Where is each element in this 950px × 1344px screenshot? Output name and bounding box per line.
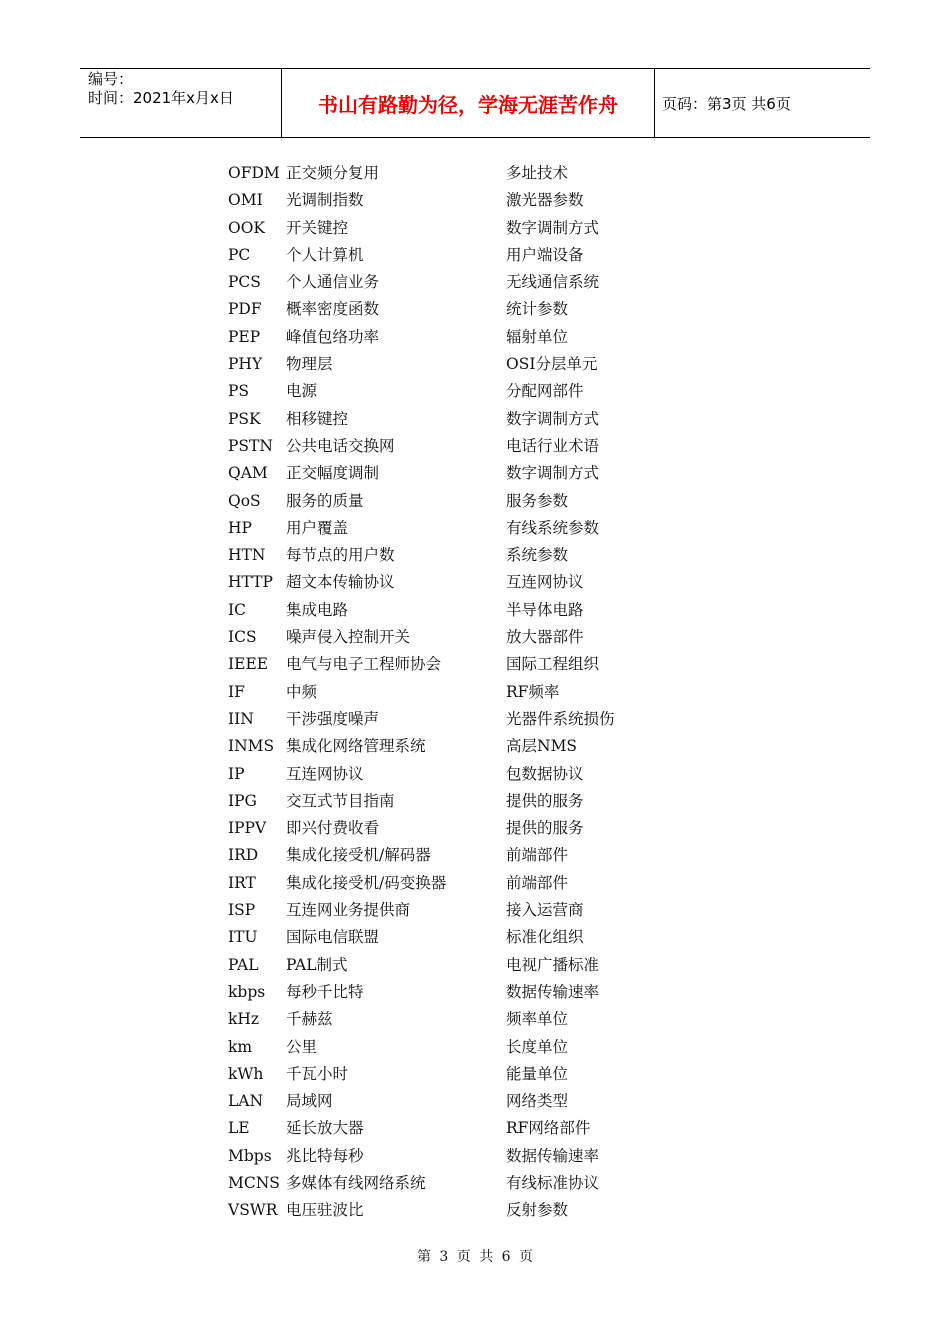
document-time-label: 时间：2021年x月x日: [88, 89, 234, 107]
abbreviation-cell: IIN: [228, 709, 254, 728]
full-name-cell: 集成化接受机/解码器: [286, 846, 431, 865]
abbreviation-cell: OMI: [228, 191, 263, 210]
abbreviation-cell: km: [228, 1037, 253, 1056]
abbreviation-cell: IRT: [228, 873, 256, 892]
category-cell: 包数据协议: [506, 764, 584, 783]
abbreviation-cell: PDF: [228, 300, 262, 319]
abbreviation-cell: PC: [228, 245, 251, 264]
full-name-cell: 多媒体有线网络系统: [286, 1173, 426, 1192]
category-cell: 网络类型: [506, 1092, 569, 1111]
category-cell: 数据传输速率: [506, 1146, 600, 1165]
category-cell: 接入运营商: [506, 901, 584, 920]
full-name-cell: 电气与电子工程师协会: [286, 655, 442, 674]
full-name-cell: 物理层: [286, 355, 333, 374]
full-name-cell: 每节点的用户数: [286, 546, 395, 565]
full-name-cell: 用户覆盖: [286, 518, 349, 537]
full-name-cell: 个人通信业务: [286, 273, 380, 292]
abbreviation-cell: PAL: [228, 955, 259, 974]
full-name-cell: 公共电话交换网: [286, 436, 395, 455]
abbreviation-cell: IPG: [228, 791, 257, 810]
full-name-cell: 开关键控: [286, 218, 349, 237]
category-cell: 服务参数: [506, 491, 569, 510]
document-number-label: 编号：: [88, 70, 134, 88]
abbreviation-cell: HTN: [228, 546, 266, 565]
full-name-cell: 光调制指数: [286, 191, 364, 210]
header-page-info: 页码：第3页 共6页: [662, 94, 791, 113]
full-name-cell: PAL制式: [286, 955, 348, 974]
header-motto: 书山有路勤为径，学海无涯苦作舟: [318, 92, 618, 117]
full-name-cell: 集成化网络管理系统: [286, 737, 426, 756]
category-cell: 提供的服务: [506, 819, 584, 838]
abbreviation-cell: IP: [228, 764, 245, 783]
category-cell: 辐射单位: [506, 327, 569, 346]
abbreviation-cell: IRD: [228, 846, 259, 865]
full-name-cell: 公里: [286, 1037, 318, 1056]
category-cell: 分配网部件: [506, 382, 584, 401]
category-cell: 长度单位: [506, 1037, 569, 1056]
category-cell: 放大器部件: [506, 628, 584, 647]
abbreviation-cell: PEP: [228, 327, 261, 346]
category-cell: 系统参数: [506, 546, 569, 565]
header-meta: [88, 70, 234, 108]
full-name-cell: 干涉强度噪声: [286, 709, 380, 728]
abbreviation-cell: OOK: [228, 218, 265, 237]
abbreviation-cell: PHY: [228, 355, 263, 374]
page-footer: 第 3 页 共 6 页: [416, 1249, 534, 1265]
abbreviation-cell: QAM: [228, 464, 268, 483]
category-cell: 前端部件: [506, 873, 569, 892]
header-divider-right: [654, 69, 655, 137]
abbreviation-cell: kWh: [228, 1064, 264, 1083]
abbreviation-cell: HTTP: [228, 573, 273, 592]
abbreviation-cell: ISP: [228, 901, 256, 920]
full-name-cell: 每秒千比特: [286, 982, 364, 1001]
category-cell: 半导体电路: [506, 600, 584, 619]
full-name-cell: 互连网业务提供商: [286, 901, 411, 920]
category-cell: 反射参数: [506, 1201, 569, 1220]
category-cell: 国际工程组织: [506, 655, 600, 674]
full-name-cell: 正交频分复用: [286, 164, 380, 182]
abbreviation-cell: MCNS: [228, 1173, 280, 1192]
category-cell: 多址技术: [506, 164, 569, 182]
abbreviation-cell: ICS: [228, 628, 257, 647]
category-cell: RF网络部件: [506, 1119, 591, 1138]
abbreviation-cell: kbps: [228, 982, 266, 1001]
category-cell: 能量单位: [506, 1064, 569, 1083]
category-cell: 电话行业术语: [506, 436, 600, 455]
full-name-cell: 交互式节目指南: [286, 791, 395, 810]
abbreviation-cell: PSTN: [228, 436, 273, 455]
abbreviation-cell: HP: [228, 518, 252, 537]
abbreviation-cell: PSK: [228, 409, 261, 428]
full-name-cell: 集成化接受机/码变换器: [286, 873, 447, 892]
category-cell: 标准化组织: [506, 928, 584, 947]
category-cell: 光器件系统损伤: [506, 709, 615, 728]
full-name-cell: 延长放大器: [286, 1119, 364, 1138]
full-name-cell: 噪声侵入控制开关: [286, 628, 411, 647]
full-name-cell: 国际电信联盟: [286, 928, 380, 947]
abbreviation-cell: ITU: [228, 928, 258, 947]
category-cell: 有线系统参数: [506, 518, 600, 537]
abbreviation-cell: IC: [228, 600, 246, 619]
category-cell: 激光器参数: [506, 191, 584, 210]
abbreviation-cell: LAN: [228, 1092, 264, 1111]
full-name-cell: 个人计算机: [286, 245, 364, 264]
abbreviation-cell: PCS: [228, 273, 261, 292]
abbreviation-cell: LE: [228, 1119, 250, 1138]
category-cell: RF频率: [506, 682, 560, 701]
category-cell: 无线通信系统: [506, 273, 600, 292]
abbreviation-cell: IF: [228, 682, 245, 701]
page-header: [80, 68, 870, 138]
full-name-cell: 概率密度函数: [286, 300, 380, 319]
abbreviation-cell: Mbps: [228, 1146, 272, 1165]
category-cell: OSI分层单元: [506, 355, 598, 374]
abbreviation-cell: INMS: [228, 737, 275, 756]
abbreviation-cell: IPPV: [228, 819, 267, 838]
category-cell: 提供的服务: [506, 791, 584, 810]
full-name-cell: 即兴付费收看: [286, 819, 380, 838]
full-name-cell: 中频: [286, 682, 318, 701]
full-name-cell: 千瓦小时: [286, 1064, 349, 1083]
full-name-cell: 电源: [286, 382, 318, 401]
abbreviation-cell: kHz: [228, 1010, 260, 1029]
abbreviation-cell: VSWR: [228, 1201, 278, 1220]
full-name-cell: 超文本传输协议: [286, 573, 395, 592]
full-name-cell: 千赫兹: [286, 1010, 333, 1029]
abbreviation-cell: IEEE: [228, 655, 269, 674]
full-name-cell: 正交幅度调制: [286, 464, 380, 483]
category-cell: 高层NMS: [506, 737, 578, 756]
category-cell: 频率单位: [506, 1010, 569, 1029]
abbreviation-cell: PS: [228, 382, 250, 401]
category-cell: 数字调制方式: [506, 218, 600, 237]
category-cell: 数字调制方式: [506, 464, 600, 483]
full-name-cell: 兆比特每秒: [286, 1146, 364, 1165]
category-cell: 互连网协议: [506, 573, 584, 592]
category-cell: 数字调制方式: [506, 409, 600, 428]
category-cell: 数据传输速率: [506, 982, 600, 1001]
abbreviation-cell: OFDM: [228, 164, 280, 182]
category-cell: 电视广播标准: [506, 955, 600, 974]
full-name-cell: 局域网: [286, 1092, 333, 1111]
full-name-cell: 互连网协议: [286, 764, 364, 783]
full-name-cell: 服务的质量: [286, 491, 364, 510]
category-cell: 有线标准协议: [506, 1173, 600, 1192]
category-cell: 用户端设备: [506, 245, 584, 264]
category-cell: 统计参数: [506, 300, 569, 319]
full-name-cell: 电压驻波比: [286, 1201, 364, 1220]
category-cell: 前端部件: [506, 846, 569, 865]
abbreviation-cell: QoS: [228, 491, 261, 510]
full-name-cell: 峰值包络功率: [286, 327, 380, 346]
full-name-cell: 集成电路: [286, 600, 349, 619]
full-name-cell: 相移键控: [286, 409, 349, 428]
